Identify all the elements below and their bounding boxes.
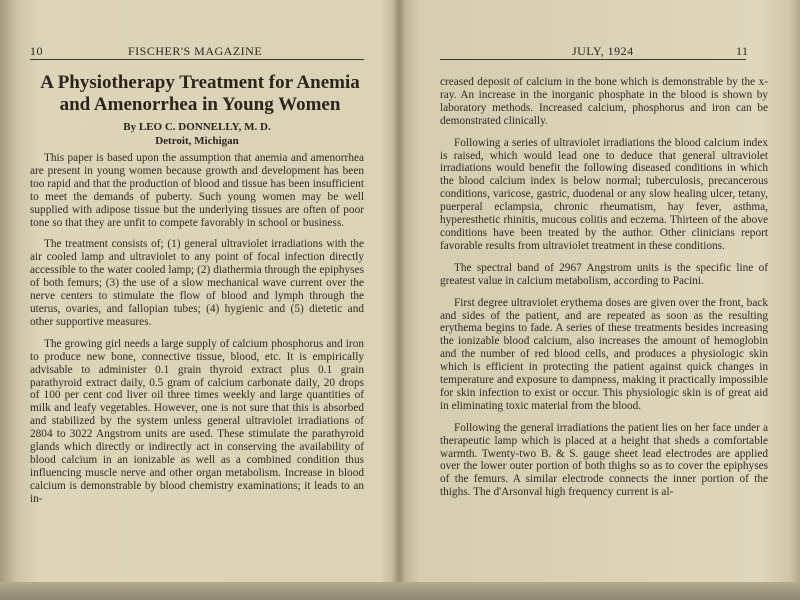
page-number-left: 10 (30, 44, 43, 58)
article-title: A Physiotherapy Treatment for Anemia and Amenorrhea in Young Women (40, 72, 360, 115)
author-name: By LEO C. DONNELLY, M. D. (123, 121, 271, 133)
table-edge (0, 582, 800, 600)
left-page (24, 0, 370, 590)
right-column (440, 76, 768, 508)
running-head: FISCHER'S MAGAZINE (128, 44, 263, 58)
paragraph: The spectral band of 2967 Angstrom units is the specific line of greatest value in calcium metabolism, according to Pacini. (440, 261, 768, 287)
binding-gutter (392, 0, 406, 600)
paragraph: First degree ultraviolet erythema doses are given over the front, back and sides of the patient, and are repeated as soon as the resulting erythema begins to fade. A series of these treatments besides increasing the ionizable blood calcium, also increases the amount of hemoglobin and the number of red blood cells, and produces a physiologic skin which is efficient in protecting the patient against quick changes in temperature and exposure to dampness, making it practically impossible for skin infection to exist or occur. This physiologic skin is of great aid in eliminating toxic material from the blood. (440, 296, 768, 412)
paragraph: This paper is based upon the assumption that anemia and amenorrhea are present in young women because growth and development has been too rapid and that the production of blood and tissue has been insufficient to meet the demands of puberty. Such young women may be well supplied with adipose tissue but the underlying tissues are often of poor tone so that they are unfit to compete favorably in school or business. (30, 152, 364, 229)
paragraph: creased deposit of calcium in the bone which is demonstrable by the x-ray. An increase in the inorganic phosphate in the blood is shown by laboratory methods. Increased calcium, phosphorus and iron can be demonstrated clinically. (440, 76, 768, 127)
paragraph: The growing girl needs a large supply of calcium phosphorus and iron to produce new bone, connective tissue, blood, etc. It is empirically advisable to administer 0.1 grain thyroid extract plus 0.1 grain parathyroid extract daily, 0.5 gram of calcium carbonate daily, 20 drops of 100 per cent cod liver oil three times weekly and large quantities of milk and leafy vegetables. However, one is not sure that this is absorbed and stabilized by the system unless general ultraviolet irradiations of 2804 to 3022 Angstrom units are used. These stimulate the parathyroid glands which directly or indirectly act in conserving the availability of blood calcium in an ionizable as well as a combined condition thus influencing muscle nerve and other organ metabolism. Increase in blood calcium is demonstrable by blood chemistry examinations; it leads to an in- (30, 337, 364, 505)
paragraph: The treatment consists of; (1) general ultraviolet irradiations with the air cooled lamp and ultraviolet to any point of focal infection directly accessible to the water cooled lamp; (2) diathermia through the epiphyses of both femurs; (3) the use of a slow mechanical wave current over the nerve centers to stimulate the flow of blood and lymph through the uterus, ovaries, and fallopian tubes; (4) hygienic and (5) dietetic and other supportive measures. (30, 238, 364, 328)
right-page (440, 0, 780, 590)
header-rule-right (440, 59, 746, 60)
page-number-right: 11 (736, 44, 749, 58)
issue-date: JULY, 1924 (572, 44, 634, 58)
header-rule-left (30, 59, 364, 60)
paragraph: Following a series of ultraviolet irradiations the blood calcium index is raised, which would lead one to deduce that general ultraviolet irradiations would benefit the following diseased conditions in which the blood calcium index is below normal; tuberculosis, precancerous conditions, varicose, gastric, duodenal or any slow healing ulcer, tetany, puerperal eclampsia, chronic rheumatism, hay fever, asthma, hyperesthetic rhinitis, mucous colitis and eczema. Thirteen of the above conditions have been treated by the author. Other clinicians report favorable results from ultraviolet treatment in these conditions. (440, 136, 768, 252)
author-location: Detroit, Michigan (155, 135, 239, 147)
left-column (30, 152, 364, 515)
byline (24, 120, 370, 148)
paragraph: Following the general irradiations the patient lies on her face under a therapeutic lamp which is placed at a height that sheds a comfortable warmth. Twenty-two B. & S. gauge sheet lead electrodes are applied over the lower outer portion of both thighs so as to cover the epiphyses of the femurs. A similar electrode connects the inner portion of the thighs. The d'Arsonval high frequency current is al- (440, 421, 768, 499)
